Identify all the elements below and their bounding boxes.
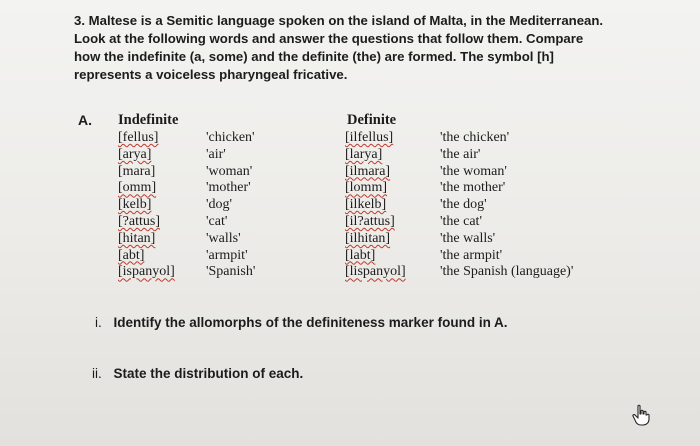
indefinite-gloss: 'chicken' bbox=[206, 130, 255, 145]
hand-cursor-icon bbox=[632, 404, 650, 431]
indefinite-forms-column bbox=[118, 130, 175, 281]
indefinite-form: [mara] bbox=[118, 163, 156, 179]
indefinite-gloss: 'dog' bbox=[206, 197, 233, 213]
definite-gloss: 'the mother' bbox=[440, 180, 506, 196]
question-line: Look at the following words and answer the questions that follow them. Compare bbox=[74, 31, 584, 46]
definite-form: [ilhitan] bbox=[345, 230, 391, 246]
indefinite-gloss: 'walls' bbox=[206, 230, 241, 246]
definite-form: [il?attus] bbox=[345, 213, 395, 229]
indefinite-glosses-column bbox=[206, 130, 255, 281]
definite-form: [lomm] bbox=[345, 180, 387, 196]
indefinite-form: [?attus] bbox=[118, 213, 160, 229]
definite-forms-column bbox=[345, 130, 406, 281]
indefinite-form: [ispanyol] bbox=[118, 264, 175, 280]
indefinite-header: Indefinite bbox=[118, 112, 179, 128]
indefinite-form: [kelb] bbox=[118, 197, 152, 213]
indefinite-gloss: 'cat' bbox=[206, 213, 228, 229]
question-line: represents a voiceless pharyngeal fricative. bbox=[74, 67, 348, 82]
indefinite-form: [arya] bbox=[118, 146, 152, 162]
definite-form: [larya] bbox=[345, 146, 383, 162]
subquestion-number: i. bbox=[95, 315, 102, 330]
indefinite-gloss: 'woman' bbox=[206, 163, 253, 179]
subquestion-ii bbox=[92, 366, 303, 381]
indefinite-form: [abt] bbox=[118, 247, 145, 263]
definite-form: [labt] bbox=[345, 247, 376, 263]
subquestion-number: ii. bbox=[92, 366, 102, 381]
definite-gloss: 'the air' bbox=[440, 146, 481, 162]
indefinite-gloss: 'armpit' bbox=[206, 247, 248, 263]
definite-glosses-column bbox=[440, 130, 573, 281]
indefinite-gloss: 'mother' bbox=[206, 180, 251, 196]
definite-form: [ilfellus] bbox=[345, 130, 394, 145]
subquestion-text: Identify the allomorphs of the definiteness marker found in A. bbox=[113, 315, 508, 330]
indefinite-gloss: 'Spanish' bbox=[206, 264, 256, 280]
definite-gloss: 'the Spanish (language)' bbox=[440, 264, 574, 280]
question-line: 3. Maltese is a Semitic language spoken on the island of Malta, in the Mediterranean. bbox=[74, 13, 604, 28]
definite-form: [ilkelb] bbox=[345, 197, 387, 213]
subquestion-text: State the distribution of each. bbox=[113, 366, 304, 381]
definite-gloss: 'the woman' bbox=[440, 163, 507, 179]
definite-header: Definite bbox=[347, 112, 397, 128]
indefinite-form: [hitan] bbox=[118, 230, 156, 246]
definite-gloss: 'the chicken' bbox=[440, 130, 510, 145]
question-text bbox=[74, 12, 603, 84]
definite-gloss: 'the armpit' bbox=[440, 247, 503, 263]
section-label: A. bbox=[78, 112, 92, 128]
subquestion-i bbox=[95, 315, 508, 330]
indefinite-gloss: 'air' bbox=[206, 146, 226, 162]
question-line: how the indefinite (a, some) and the definite (the) are formed. The symbol [h] bbox=[74, 49, 554, 64]
definite-gloss: 'the cat' bbox=[440, 213, 482, 229]
indefinite-form: [omm] bbox=[118, 180, 157, 196]
definite-form: [ilmara] bbox=[345, 163, 391, 179]
definite-gloss: 'the dog' bbox=[440, 197, 487, 213]
definite-form: [lispanyol] bbox=[345, 264, 406, 280]
definite-gloss: 'the walls' bbox=[440, 230, 496, 246]
indefinite-form: [fellus] bbox=[118, 130, 159, 145]
